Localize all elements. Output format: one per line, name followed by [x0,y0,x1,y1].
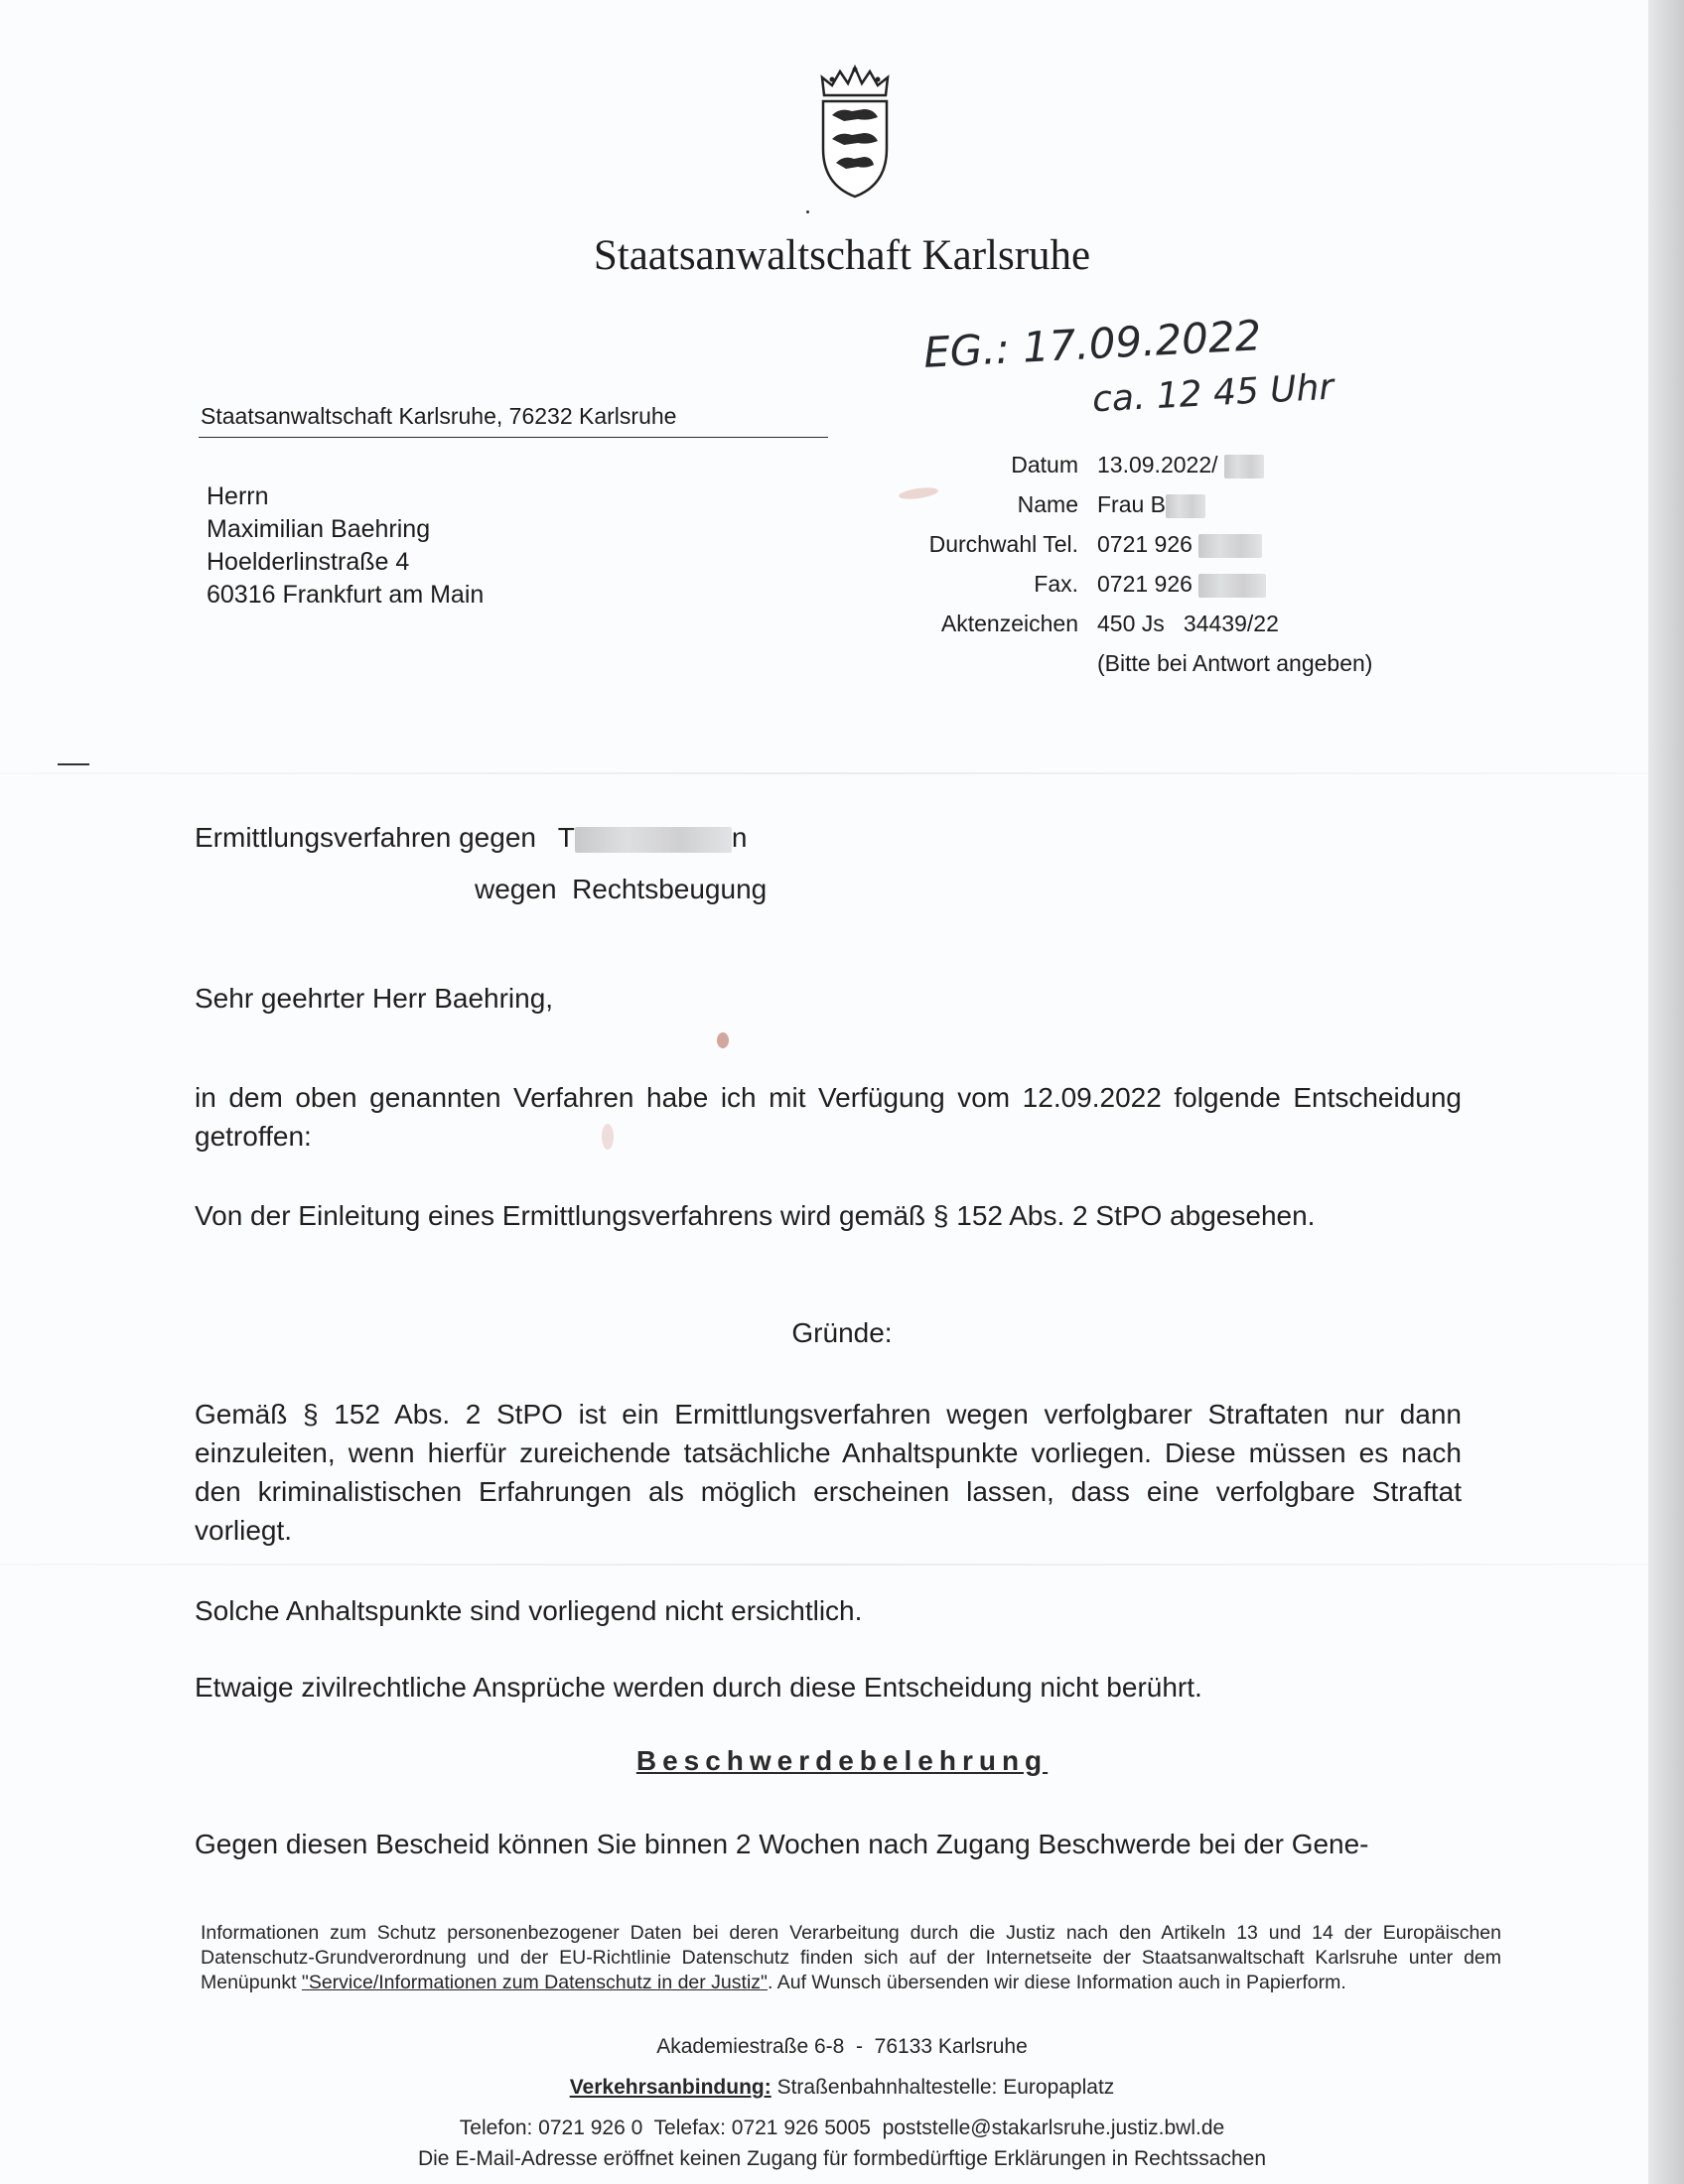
recipient-address [207,480,484,612]
subject-initial: T [557,822,575,853]
date-value: 13.09.2022/ [1097,452,1218,478]
sender-line: Staatsanwaltschaft Karlsruhe, 76232 Karlsruhe [201,403,677,429]
subject-text: Ermittlungsverfahren gegen [195,822,536,853]
footer-disclaimer: Die E-Mail-Adresse eröffnet keinen Zugang für formbedürftige Erklärungen in Rechtssachen [417,2147,1267,2170]
fold-line [0,1564,1648,1566]
stain [717,1032,729,1048]
redaction [1224,455,1264,478]
footer-address: Akademiestraße 6-8 - 76133 Karlsruhe [656,2035,1028,2058]
redaction [1198,574,1266,598]
privacy-notice [201,1921,1501,1995]
recipient-city: 60316 Frankfurt am Main [207,581,485,609]
fax-label: Fax. [1034,571,1078,597]
name-label: Name [1017,491,1078,517]
phone-row [1097,524,1372,564]
privacy-text-end: . Auf Wunsch übersenden wir diese Information auch in Papierform. [767,1972,1346,1993]
subject-offense: wegen Rechtsbeugung [475,874,768,904]
name-value: Frau B [1097,491,1167,517]
recipient-name: Maximilian Baehring [207,515,431,543]
appeal-heading: Beschwerdebelehrung [635,1745,1049,1776]
redaction [1166,494,1205,518]
redaction [575,827,732,853]
paragraph-decision-intro: in dem oben genannten Verfahren habe ich mit Verfügung vom 12.09.2022 folgende Entscheidung getroffen: [195,1082,1462,1152]
subject-final: n [731,822,748,853]
paragraph-civil-claims: Etwaige zivilrechtliche Ansprüche werden durch diese Entscheidung nicht berührt. [195,1672,1202,1703]
phone-value: 0721 926 [1097,531,1193,557]
fold-line [0,772,1648,774]
recipient-street: Hoelderlinstraße 4 [207,548,410,576]
reasons-heading: Gründe: [791,1317,893,1348]
fold-mark [58,763,89,765]
phone-label: Durchwahl Tel. [928,531,1078,557]
paragraph-appeal: Gegen diesen Bescheid können Sie binnen 2 Wochen nach Zugang Beschwerde bei der Gene- [195,1829,1369,1859]
dot [806,210,809,213]
footer-contact: Telefon: 0721 926 0 Telefax: 0721 926 5005 poststelle@stakarlsruhe.justiz.bwl.de [459,2116,1225,2139]
handwritten-received: EG.: 17.09.2022 [921,311,1263,377]
authority-title: Staatsanwaltschaft Karlsruhe [593,232,1091,279]
name-row [1097,484,1372,524]
coat-of-arms-icon [818,64,892,203]
sender-underline [199,437,828,438]
transport-label: Verkehrsanbindung: [569,2076,772,2099]
meta-values [1097,445,1372,683]
reference-value: 450 Js 34439/22 [1097,611,1279,636]
handwritten-time: ca. 12 45 Uhr [1091,366,1335,421]
reference-label: Aktenzeichen [940,611,1078,636]
subject-line [195,822,747,854]
transport-value: Straßenbahnhaltestelle: Europaplatz [771,2076,1115,2099]
greeting: Sehr geehrter Herr Baehring, [195,983,554,1014]
privacy-text: Informationen zum Schutz personenbezogener Daten bei deren Verarbeitung durch die Justiz nach den Artikeln 13 und 14 der Europäischen Datenschutz-Grundverordnung und der EU-Richtlinie Datenschutz finden sich auf der Internetseite der Staatsanwaltschaft Karlsruhe unter dem Menüpunkt [201,1922,1501,1993]
reference-note: (Bitte bei Antwort angeben) [1097,650,1373,676]
privacy-link[interactable]: "Service/Informationen zum Datenschutz in der Justiz" [301,1972,768,1993]
fax-row [1097,564,1372,604]
recipient-salutation: Herrn [207,482,269,510]
redaction [1198,534,1262,558]
date-label: Datum [1011,452,1078,478]
paragraph-reasons: Gemäß § 152 Abs. 2 StPO ist ein Ermittlungsverfahren wegen verfolgbarer Straftaten nur dann einzuleiten, wenn hierfür zureichende tatsächliche Anhaltspunkte vorliegen. Diese müssen es nach den kriminalistischen Erfahrungen als möglich erscheinen lassen, dass eine verfolgbare Straftat vorliegt. [195,1399,1462,1546]
meta-labels [929,445,1078,643]
date-row [1097,445,1372,484]
scan-edge [1648,0,1684,2184]
footer-transport [0,2076,1684,2100]
paragraph-no-evidence: Solche Anhaltspunkte sind vorliegend nicht ersichtlich. [195,1595,863,1626]
fax-value: 0721 926 [1097,571,1193,597]
paragraph-decision: Von der Einleitung eines Ermittlungsverfahrens wird gemäß § 152 Abs. 2 StPO abgesehen. [195,1200,1316,1231]
